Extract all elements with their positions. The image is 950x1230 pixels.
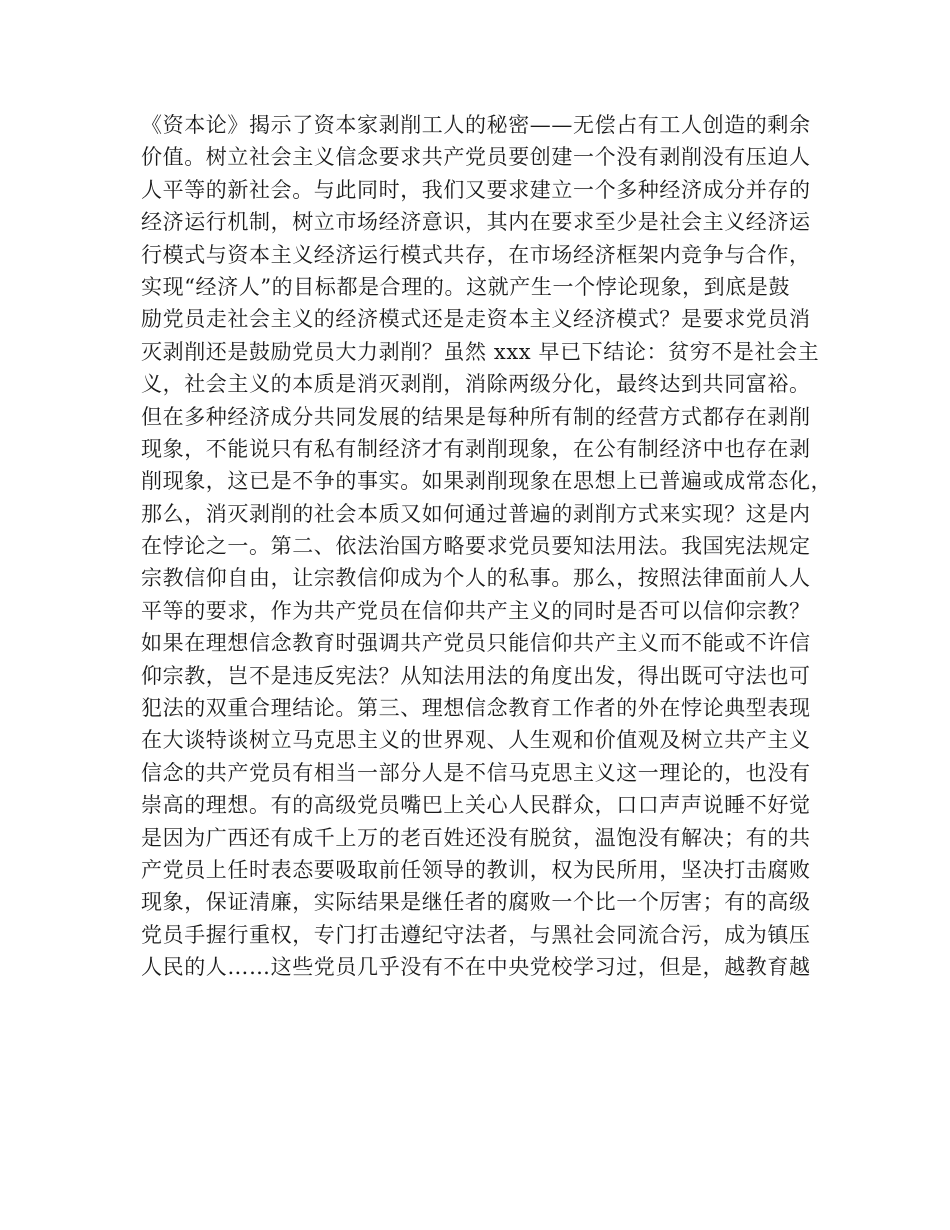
text-line: 人平等的新社会。与此同时，我们又要求建立一个多种经济成分并存的 — [141, 177, 811, 202]
text-line: 经济运行机制，树立市场经济意识，其内在要求至少是社会主义经济运 — [141, 210, 811, 235]
text-line: 削现象，这已是不争的事实。如果剥削现象在思想上已普遍或成常态化， — [141, 469, 833, 494]
text-line: 励党员走社会主义的经济模式还是走资本主义经济模式？是要求党员消 — [141, 307, 811, 332]
text-line: 党员手握行重权，专门打击遵纪守法者，与黑社会同流合污，成为镇压 — [141, 922, 811, 947]
text-line: 宗教信仰自由，让宗教信仰成为个人的私事。那么，按照法律面前人人 — [141, 566, 811, 591]
text-line: 在大谈特谈树立马克思主义的世界观、人生观和价值观及树立共产主义 — [141, 728, 811, 753]
text-line: 人民的人……这些党员几乎没有不在中央党校学习过，但是，越教育越 — [141, 955, 811, 980]
text-line: 犯法的双重合理结论。第三、理想信念教育工作者的外在悖论典型表现 — [141, 696, 811, 721]
text-line: 义，社会主义的本质是消灭剥削，消除两级分化，最终达到共同富裕。 — [141, 372, 811, 397]
text-line: 价值。树立社会主义信念要求共产党员要创建一个没有剥削没有压迫人 — [141, 145, 811, 170]
text-line: 行模式与资本主义经济运行模式共存，在市场经济框架内竞争与合作， — [141, 242, 811, 267]
text-line: 实现“经济人”的目标都是合理的。这就产生一个悖论现象，到底是鼓 — [141, 274, 791, 299]
text-line: 产党员上任时表态要吸取前任领导的教训，权为民所用，坚决打击腐败 — [141, 857, 811, 882]
text-line: 平等的要求，作为共产党员在信仰共产主义的同时是否可以信仰宗教？ — [141, 598, 811, 623]
text-line: 但在多种经济成分共同发展的结果是每种所有制的经营方式都存在剥削 — [141, 404, 811, 429]
text-line: 是因为广西还有成千上万的老百姓还没有脱贫，温饱没有解决；有的共 — [141, 825, 811, 850]
text-line: 现象，保证清廉，实际结果是继任者的腐败一个比一个厉害；有的高级 — [141, 890, 811, 915]
text-line: 崇高的理想。有的高级党员嘴巴上关心人民群众，口口声声说睡不好觉 — [141, 793, 811, 818]
text-line: 在悖论之一。第二、依法治国方略要求党员要知法用法。我国宪法规定 — [141, 534, 811, 559]
body-text — [141, 109, 833, 984]
text-line: 那么，消灭剥削的社会本质又如何通过普遍的剥削方式来实现？这是内 — [141, 501, 811, 526]
text-line: 现象，不能说只有私有制经济才有剥削现象，在公有制经济中也存在剥 — [141, 436, 811, 461]
text-line: 《资本论》揭示了资本家剥削工人的秘密——无偿占有工人创造的剩余 — [141, 113, 811, 137]
text-line: 灭剥削还是鼓励党员大力剥削？虽然 xxx 早已下结论：贫穷不是社会主 — [141, 339, 820, 364]
text-line: 如果在理想信念教育时强调共产党员只能信仰共产主义而不能或不许信 — [141, 631, 811, 656]
text-line: 仰宗教，岂不是违反宪法？从知法用法的角度出发，得出既可守法也可 — [141, 663, 811, 688]
text-line: 信念的共产党员有相当一部分人是不信马克思主义这一理论的，也没有 — [141, 760, 811, 785]
